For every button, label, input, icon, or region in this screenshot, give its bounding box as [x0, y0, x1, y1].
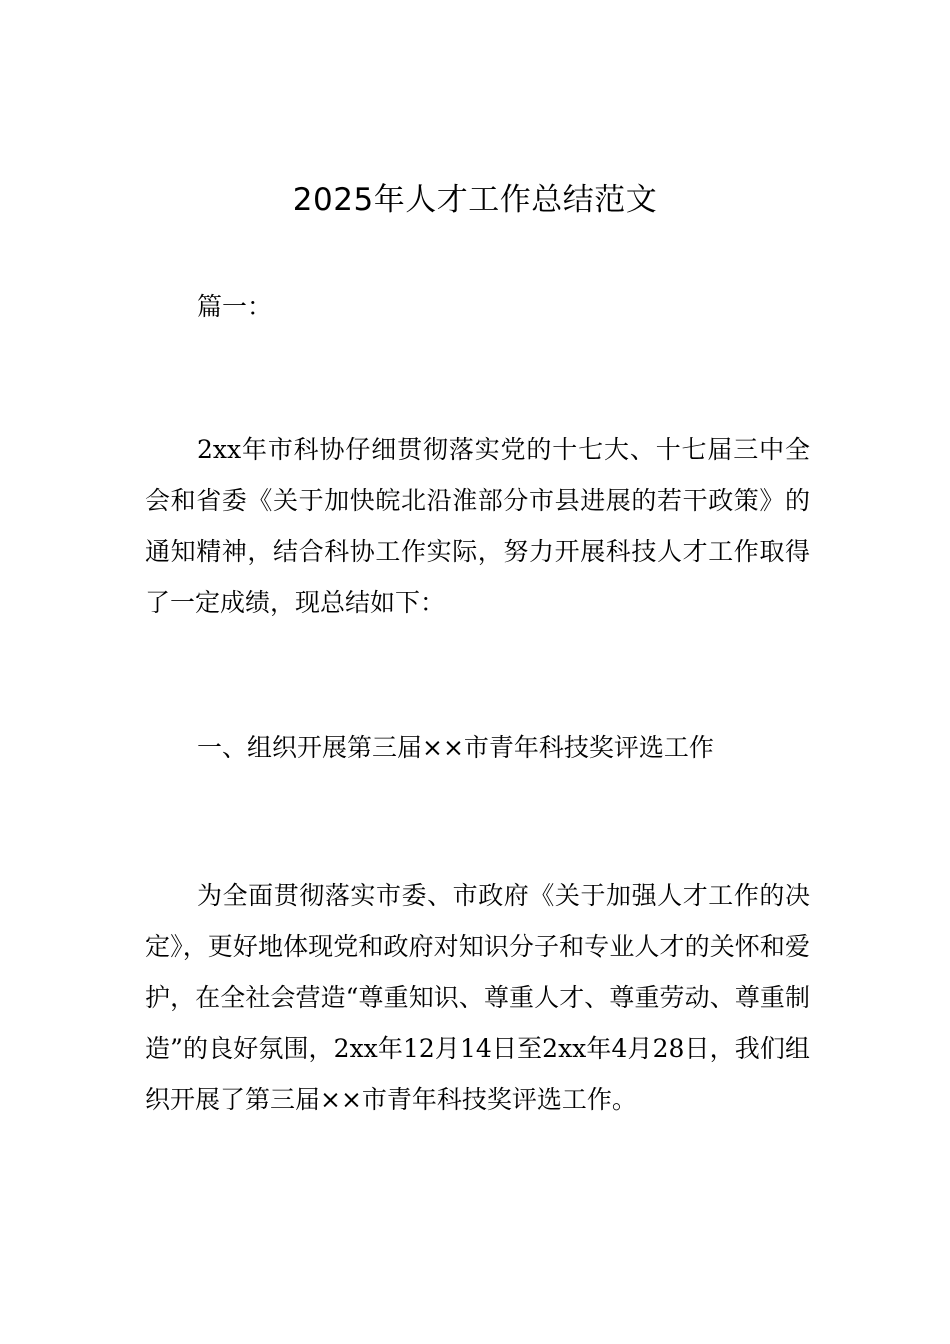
section-heading: 一、组织开展第三届××市青年科技奖评选工作 [197, 733, 714, 762]
section-body-paragraph: 为全面贯彻落实市委、市政府《关于加强人才工作的决定》，更好地体现党和政府对知识分子和专业人才的关怀和爱护，在全社会营造“尊重知识、尊重人才、尊重劳动、尊重制造”的良好氛围，2xx年12月14日至2xx年4月28日，我们组织开展了第三届××市青年科技奖评选工作。 [145, 881, 810, 1114]
part-label: 篇一： [197, 292, 273, 321]
intro-paragraph: 2xx年市科协仔细贯彻落实党的十七大、十七届三中全会和省委《关于加快皖北沿淮部分市县进展的若干政策》的通知精神，结合科协工作实际，努力开展科技人才工作取得了一定成绩，现总结如下： [145, 435, 810, 617]
document-title: 2025年人才工作总结范文 [292, 182, 658, 218]
